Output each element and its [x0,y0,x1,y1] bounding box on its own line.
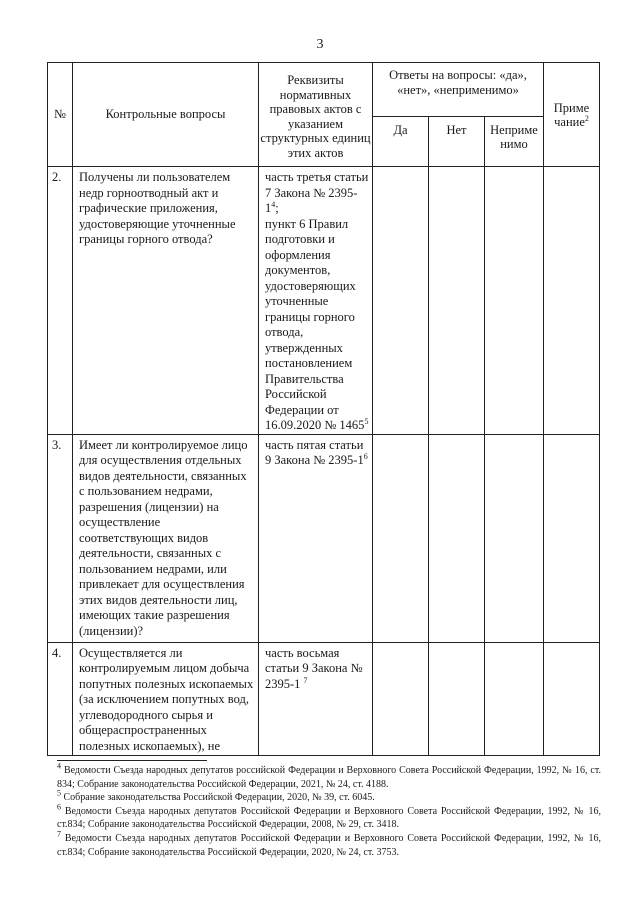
note-cell[interactable] [544,434,600,642]
footnote [57,788,601,805]
footnote-mark: 5 [57,788,61,798]
row-requisites [259,434,373,642]
row-requisites [259,642,373,755]
header-no: Нет [429,117,485,167]
footnote [57,829,602,859]
footnote-ref: 7 [303,675,308,685]
answer-not-applicable-cell[interactable] [485,434,544,642]
header-answers: Ответы на вопросы: «да», «нет», «неприменимо» [373,63,544,117]
footnote-separator [57,760,207,761]
note-cell[interactable] [544,167,600,435]
row-requisites [259,167,373,435]
answer-no-cell[interactable] [429,642,485,755]
footnote-text: Собрание законодательства Российской Федерации, 2020, № 39, ст. 6045. [63,792,375,804]
footnote-text: Ведомости Съезда народных депутатов российской Федерации и Верховного Совета Российской Федерации, 1992, № 16, ст. 834; Собрание законодательства Российской Федерации, 2021, № 24, ст. 4188. [57,765,601,790]
answer-no-cell[interactable] [429,434,485,642]
answer-yes-cell[interactable] [373,642,429,755]
header-yes: Да [373,117,429,167]
footnote-ref: 6 [363,451,368,461]
answer-not-applicable-cell[interactable] [485,642,544,755]
requisite-separator: ; [275,201,279,215]
footnote-mark: 6 [57,802,61,812]
requisite-text: часть третья статьи 7 Закона № 2395-1 [265,170,369,215]
answer-not-applicable-cell[interactable] [485,167,544,435]
answer-yes-cell[interactable] [373,167,429,435]
footnote-ref: 5 [364,416,369,426]
footnote-text: Ведомости Съезда народных депутатов Российской Федерации и Верховного Совета Российской Федерации, 1992, № 16, ст.834; Собрание законодательства Российской Федерации, 2008, № 29, ст. 3418. [57,805,602,831]
footnote-text: Ведомости Съезда народных депутатов Российской Федерации и Верховного Совета Российской Федерации, 1992, № 16, ст.834; Собрание законодательства Российской Федерации, 2020, № 24, ст. 3753. [57,832,602,858]
header-note [544,63,600,167]
page-number: 3 [316,37,324,52]
header-number: № [48,63,73,167]
row-number: 2. [48,167,73,435]
answer-no-cell[interactable] [429,167,485,435]
row-number: 4. [48,642,73,755]
control-questions-table [47,62,600,756]
header-note-footnote-ref: 2 [584,113,589,123]
footnotes [57,761,602,859]
requisite-text: часть пятая статьи 9 Закона № 2395-1 [265,437,364,467]
footnote-ref: 4 [271,199,276,209]
footnote [57,761,601,791]
requisite-text: пункт 6 Правил подготовки и оформления документов, удостоверяющих уточненные границы горного отвода, утвержденных постановлением Правительства Российской Федерации от 16.09.2020 № 1465 [265,216,365,432]
header-requisites: Реквизиты нормативных правовых актов с указанием структурных единиц этих актов [259,63,373,167]
table-row [48,642,600,755]
row-question: Получены ли пользователем недр горноотводный акт и графические приложения, удостоверяющие уточненные границы горного отвода? [73,167,259,435]
requisite-text: часть восьмая статьи 9 Закона № 2395-1 [265,645,363,691]
footnote-mark: 7 [57,829,61,839]
row-number: 3. [48,434,73,642]
row-question: Имеет ли контролируемое лицо для осуществления отдельных видов деятельности, связанных с пользованием недрами, разрешения (лицензии) на осуществление соответствующих видов деятельности, связанных с пользованием недрами, или привлекает для осуществления этих видов деятельности лиц, имеющих такие разрешения (лицензии)? [73,434,259,642]
header-not-applicable: Неприме нимо [485,117,544,167]
note-cell[interactable] [544,642,600,755]
answer-yes-cell[interactable] [373,434,429,642]
row-question: Осуществляется ли контролируемым лицом добыча попутных полезных ископаемых (за исключением попутных вод, углеводородного сырья и общераспространенных полезных ископаемых), не [73,642,259,755]
table-row [48,167,600,435]
footnote-mark: 4 [57,761,61,771]
header-questions: Контрольные вопросы [73,63,259,167]
header-note-text: Приме чание [553,100,590,129]
table-row [48,434,600,642]
footnote [57,802,602,832]
